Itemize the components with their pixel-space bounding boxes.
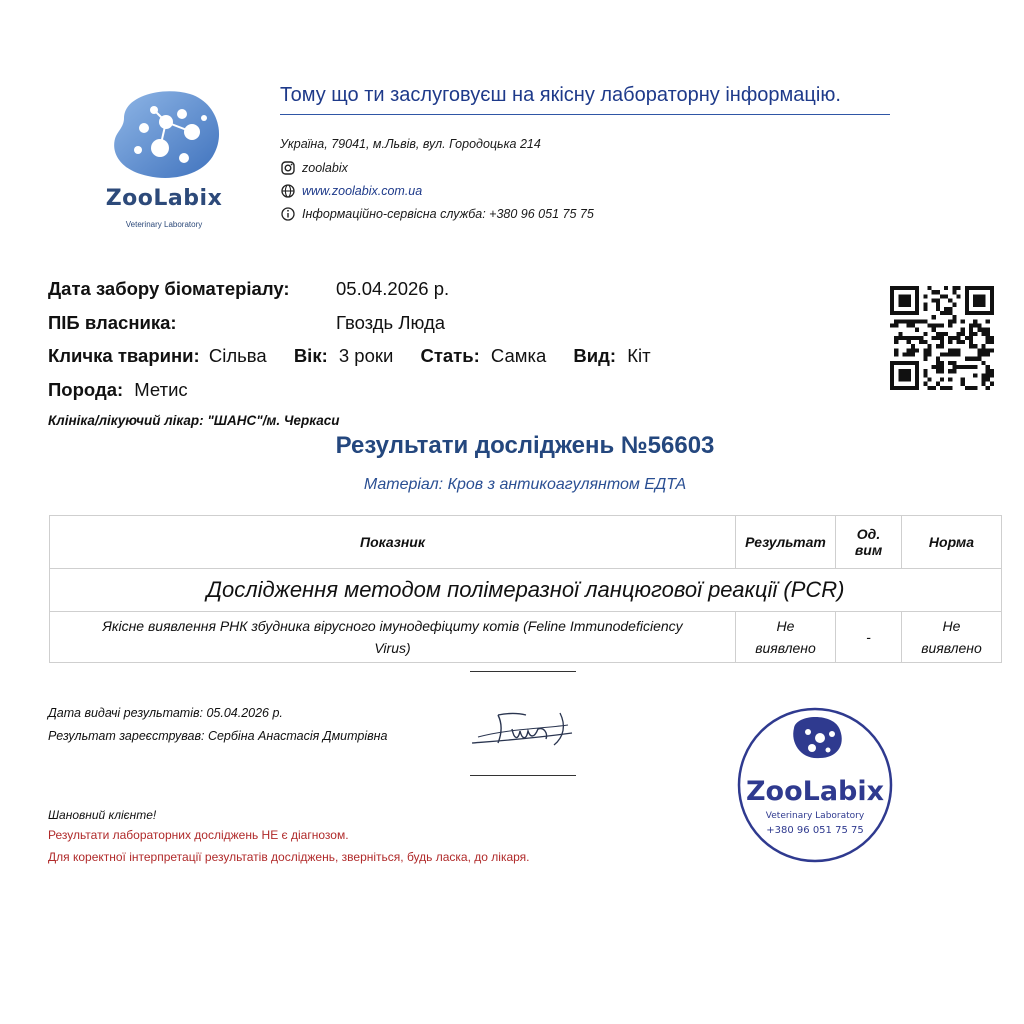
zoolabix-logo-icon	[104, 88, 224, 184]
table-row	[50, 612, 1002, 663]
pet-name-value: Сільва	[208, 345, 267, 366]
address-text: Україна, 79041, м.Львів, вул. Городоцька 214	[280, 137, 541, 151]
service-line	[280, 206, 594, 222]
client-greeting: Шановний клієнте!	[48, 808, 157, 822]
info-icon	[280, 206, 296, 222]
registered-by: Результат зареєстрував: Сербіна Анастасія Дмитрівна	[48, 729, 388, 743]
age-value: 3 роки	[338, 345, 394, 366]
row-indicator: Якісне виявлення РНК збудника вірусного імунодефіциту котів (Feline Immunodeficiency Virus)	[50, 612, 736, 663]
owner-value: Гвоздь Люда	[336, 312, 446, 333]
header-unit: Од. вим	[836, 516, 902, 569]
logo-subtitle: Veterinary Laboratory	[125, 220, 203, 229]
row-unit: -	[836, 612, 902, 663]
sex-label: Стать:	[420, 345, 480, 366]
instagram-icon	[280, 160, 296, 176]
logo-wordmark: ZooLabix	[105, 186, 223, 211]
divider-bottom	[470, 775, 576, 776]
section-title: Дослідження методом полімеразної ланцюгової реакції (PCR)	[50, 569, 1002, 612]
breed-row	[48, 379, 188, 401]
row-norm: Не виявлено	[902, 612, 1002, 663]
disclaimer-line-1: Результати лабораторних досліджень НЕ є діагнозом.	[48, 828, 349, 842]
svg-text:Veterinary Laboratory: Veterinary Laboratory	[765, 811, 865, 821]
instagram-line	[280, 160, 348, 176]
tagline: Тому що ти заслуговуєш на якісну лабораторну інформацію.	[280, 84, 841, 106]
website-link[interactable]: www.zoolabix.com.ua	[302, 184, 423, 198]
website-line	[280, 183, 422, 199]
owner-label: ПІБ власника:	[48, 312, 177, 333]
clinic-row	[48, 413, 340, 428]
service-phone: Інформаційно-сервісна служба: +380 96 051 75 75	[302, 207, 594, 221]
tagline-divider	[280, 114, 890, 115]
breed-label: Порода:	[48, 379, 124, 400]
table-section-row	[50, 569, 1002, 612]
results-material: Матеріал: Кров з антикоагулянтом ЕДТА	[363, 476, 687, 493]
disclaimer-line-2: Для коректної інтерпретації результатів досліджень, зверніться, будь ласка, до лікаря.	[48, 850, 530, 864]
clinic-label: Клініка/лікуючий лікар:	[48, 413, 204, 428]
species-value: Кіт	[627, 345, 651, 366]
results-title: Результати досліджень №56603	[335, 432, 715, 459]
row-result: Не виявлено	[736, 612, 836, 663]
table-header-row	[50, 516, 1002, 569]
breed-value: Метис	[134, 379, 188, 400]
qr-modules	[890, 286, 994, 390]
qr-code[interactable]	[890, 286, 994, 390]
header-indicator: Показник	[50, 516, 736, 569]
signature	[468, 703, 580, 751]
sex-value: Самка	[490, 345, 547, 366]
pet-details-row	[48, 345, 651, 367]
header-norm: Норма	[902, 516, 1002, 569]
divider-top	[470, 671, 576, 672]
svg-text:+380 96 051 75 75: +380 96 051 75 75	[766, 825, 864, 836]
address-line	[280, 137, 541, 151]
age-label: Вік:	[293, 345, 328, 366]
instagram-handle[interactable]: zoolabix	[302, 161, 348, 175]
header-result: Результат	[736, 516, 836, 569]
pet-name-label: Кличка тварини:	[48, 345, 200, 366]
clinic-value: "ШАНС"/м. Черкаси	[207, 413, 340, 428]
sample-date-label: Дата забору біоматеріалу:	[48, 278, 290, 299]
results-table	[49, 515, 1002, 663]
issue-date: Дата видачі результатів: 05.04.2026 р.	[48, 706, 283, 720]
stamp	[736, 706, 894, 864]
globe-icon	[280, 183, 296, 199]
svg-text:ZooLabix: ZooLabix	[745, 776, 885, 807]
species-label: Вид:	[573, 345, 617, 366]
sample-date-value: 05.04.2026 р.	[336, 278, 450, 299]
